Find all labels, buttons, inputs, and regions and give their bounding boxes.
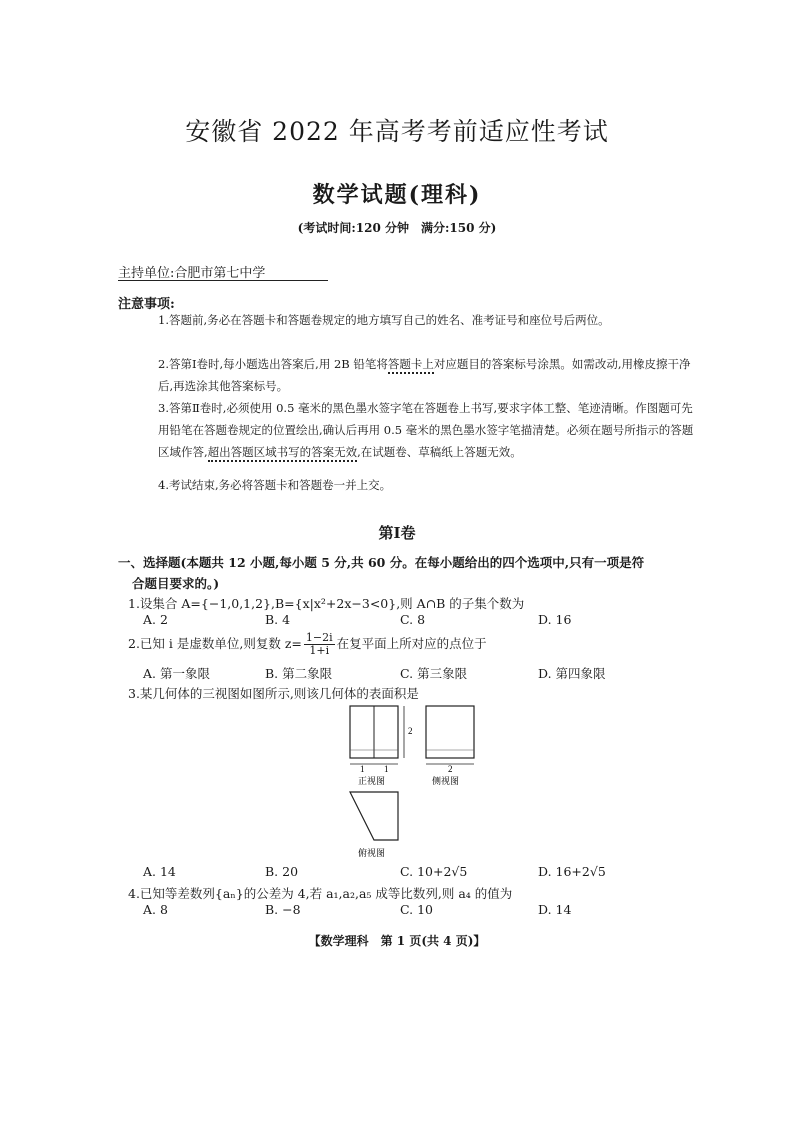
notice-item-4: 4.考试结束,务必将答题卡和答题卷一并上交。 [158, 478, 392, 492]
q4-option-c: C. 10 [400, 902, 433, 917]
notice-item-1: 1.答题前,务必在答题卡和答题卷规定的地方填写自己的姓名、准考证号和座位号后两位。 [158, 313, 610, 327]
emphasis-answer-card: 答题卡上 [388, 357, 434, 374]
fraction: $\frac{1-2i}{1+i}$ [305, 631, 333, 657]
exam-subtitle: 数学试题(理科) [312, 182, 482, 208]
emphasis-invalid: 超出答题区域书写的答案无效 [208, 445, 358, 462]
dim-height: 2 [408, 726, 413, 736]
page-footer: 【数学理科 第 1 页(共 4 页)】 [308, 934, 486, 948]
q3-option-c: C. 10+2√5 [400, 864, 468, 879]
volume-heading: 第Ⅰ卷 [378, 524, 416, 542]
dim-front-left: 1 [360, 764, 365, 774]
q3-option-d: D. 16+2√5 [538, 864, 606, 879]
question-3-stem: 3.某几何体的三视图如图所示,则该几何体的表面积是 [128, 686, 419, 701]
q2-option-b: B. 第二象限 [265, 666, 333, 681]
front-view-label: 正视图 [358, 777, 386, 787]
q1-option-a: A. 2 [143, 612, 168, 627]
q4-option-a: A. 8 [143, 902, 168, 917]
side-view-label: 侧视图 [432, 777, 460, 787]
q4-option-d: D. 14 [538, 902, 572, 917]
question-2-stem: 2.已知 i 是虚数单位,则复数 z= $\frac{1-2i}{1+i}$ 在复平面上所对应的点位于 [128, 631, 487, 657]
top-view-label: 俯视图 [358, 849, 386, 858]
section-heading-2: 合题目要求的。) [132, 576, 220, 591]
q1-option-c: C. 8 [400, 612, 426, 627]
three-view-figure [340, 700, 490, 858]
host-unit: 主持单位:合肥市第七中学 [118, 266, 266, 281]
top-view-shape [350, 792, 398, 840]
exam-title: 安徽省 2022 年高考考前适应性考试 [185, 117, 609, 146]
q4-option-b: B. −8 [265, 902, 301, 917]
question-1-stem: 1.设集合 A={−1,0,1,2},B={x|x²+2x−3<0},则 A∩B 的子集个数为 [128, 596, 525, 611]
notice-heading: 注意事项: [118, 297, 175, 312]
dim-side-width: 2 [448, 764, 453, 774]
dim-front-right: 1 [384, 764, 389, 774]
q1-option-b: B. 4 [265, 612, 291, 627]
host-underline [118, 280, 328, 281]
exam-meta: (考试时间:120 分钟 满分:150 分) [297, 221, 497, 235]
q1-option-d: D. 16 [538, 612, 572, 627]
question-4-stem: 4.已知等差数列{aₙ}的公差为 4,若 a₁,a₂,a₅ 成等比数列,则 a₄ 的值为 [128, 886, 513, 901]
q2-option-a: A. 第一象限 [143, 666, 210, 681]
q2-option-c: C. 第三象限 [400, 666, 468, 681]
notice-item-2: 2.答第Ⅰ卷时,每小题选出答案后,用 2B 铅笔将答题卡上对应题目的答案标号涂黑。如需改动,用橡皮擦干净后,再选涂其他答案标号。 [158, 357, 691, 393]
q3-option-b: B. 20 [265, 864, 299, 879]
q3-option-a: A. 14 [143, 864, 176, 879]
notice-item-3: 3.答第Ⅱ卷时,必须使用 0.5 毫米的黑色墨水签字笔在答题卷上书写,要求字体工整、笔迹清晰。作图题可先用铅笔在答题卷规定的位置绘出,确认后再用 0.5 毫米的黑色墨水签字笔描清楚。必须在题号所指示的答题区域作答,超出答题区域书写的答案无效,在试题卷、草稿纸上答题无效。 [158, 397, 698, 463]
section-heading-1: 一、选择题(本题共 12 小题,每小题 5 分,共 60 分。在每小题给出的四个选项中,只有一项是符 [118, 555, 645, 570]
q2-option-d: D. 第四象限 [538, 666, 606, 681]
